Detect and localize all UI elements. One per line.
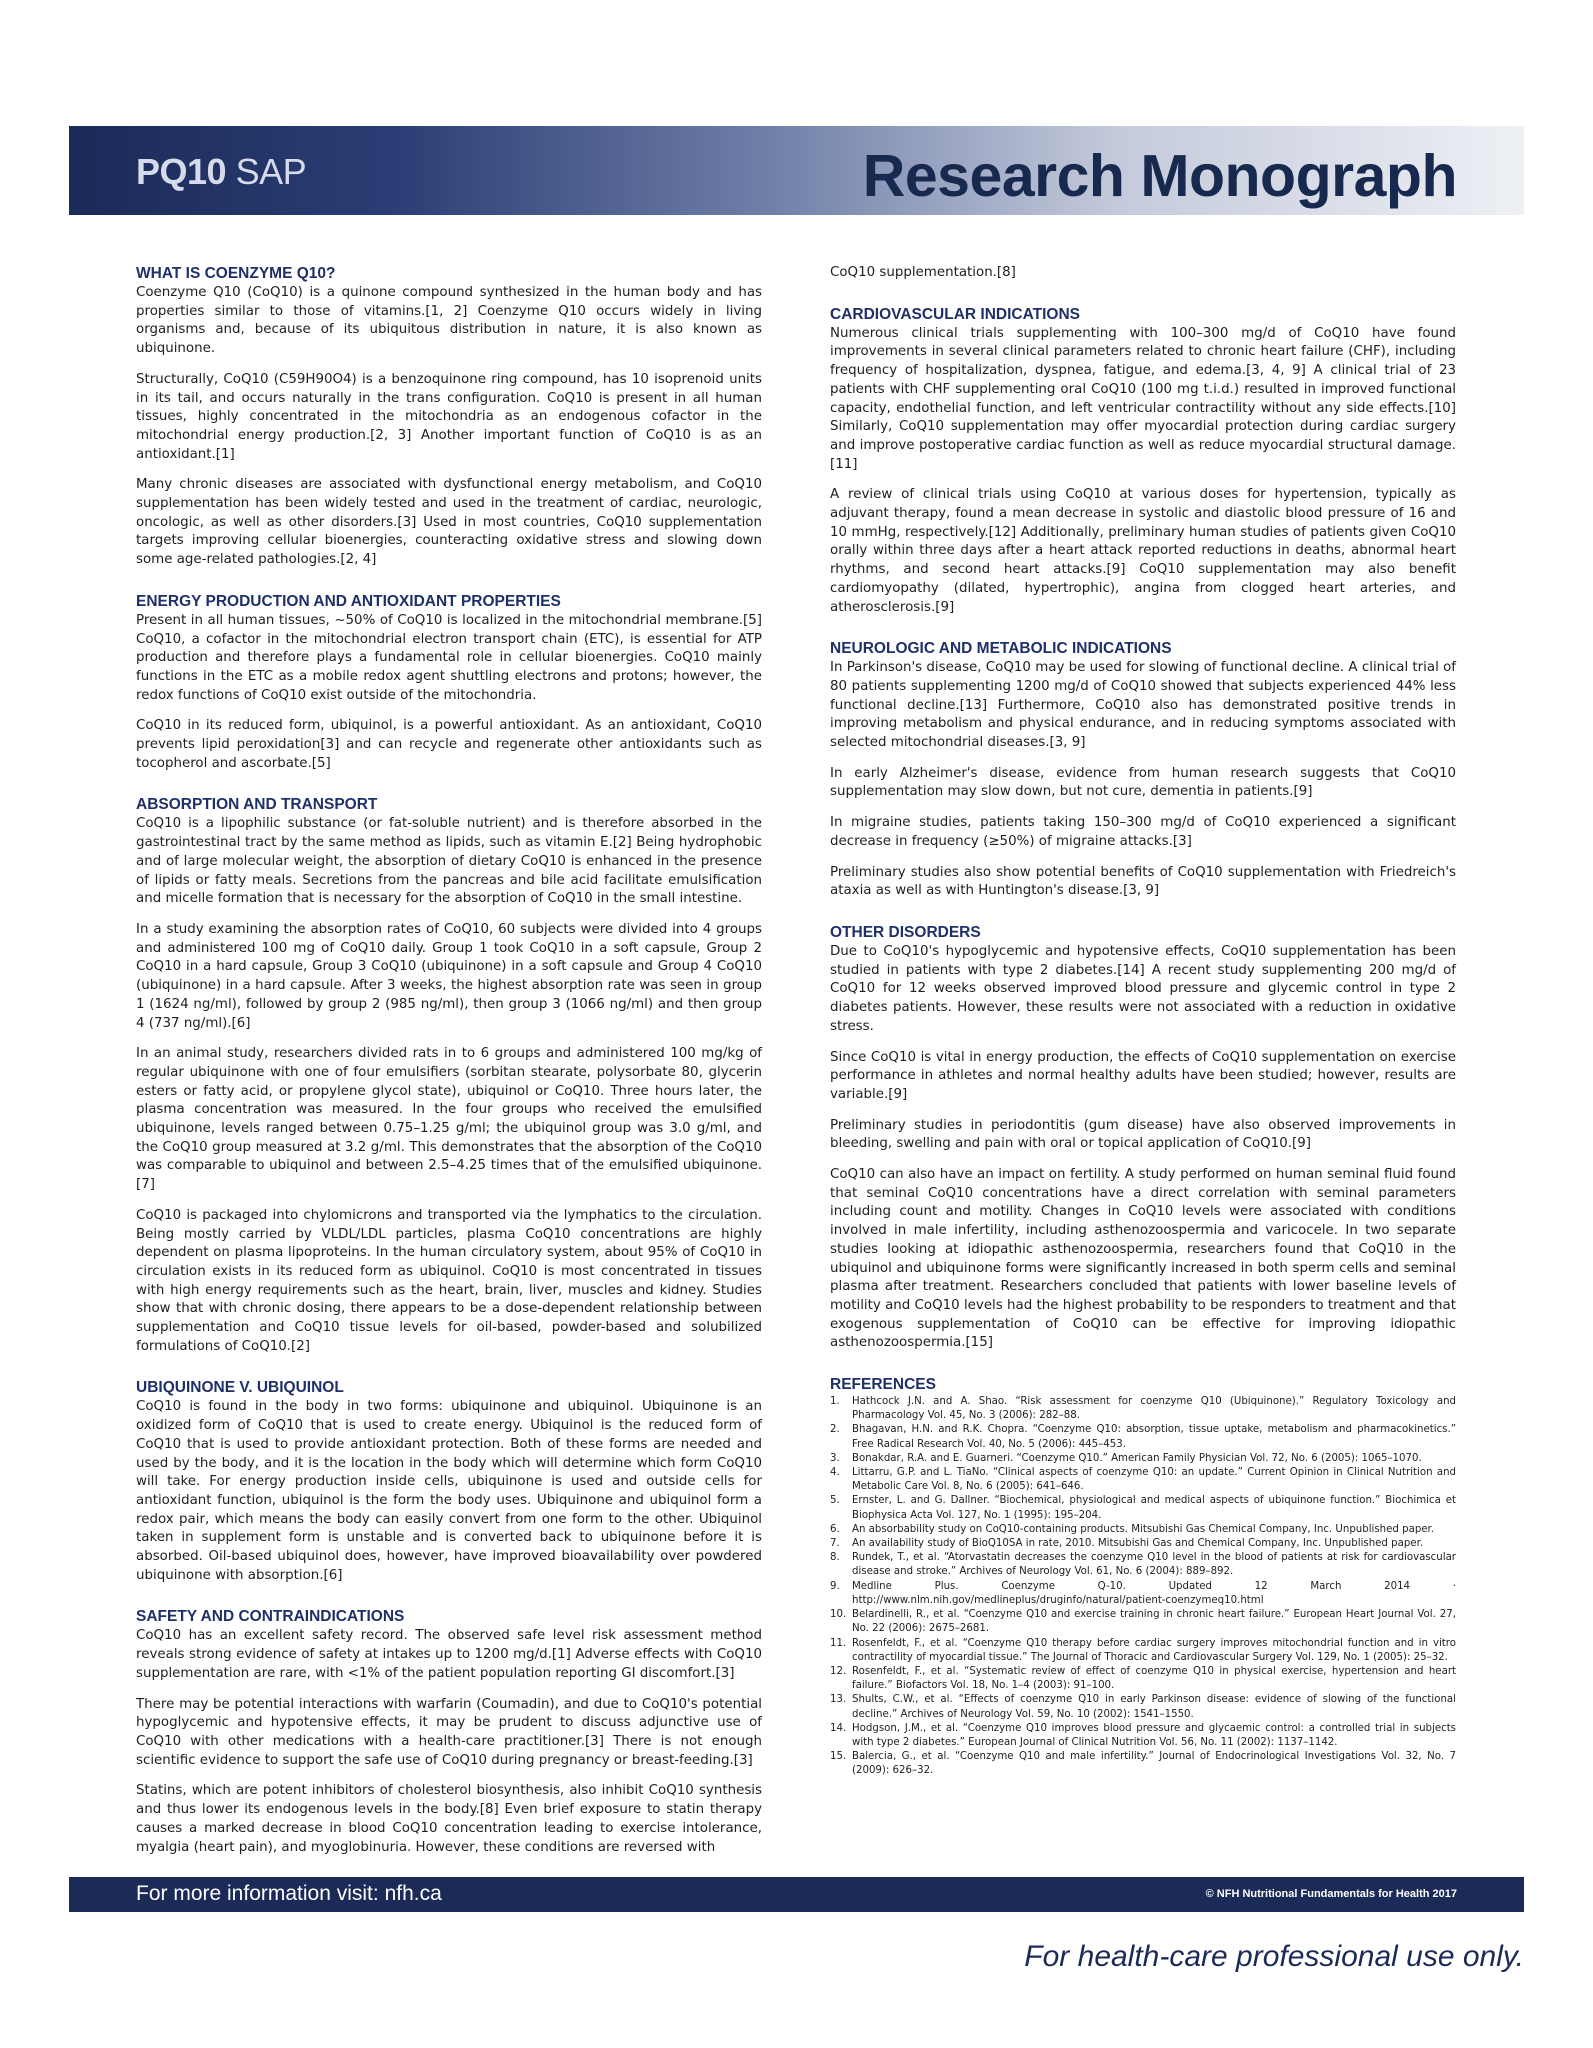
reference-number: 8. xyxy=(830,1552,840,1564)
section-energy-production xyxy=(136,592,762,774)
section-heading: NEUROLOGIC AND METABOLIC INDICATIONS xyxy=(830,640,1172,658)
reference-number: 6. xyxy=(830,1523,840,1535)
reference-item xyxy=(830,1523,1456,1537)
reference-item xyxy=(830,1423,1456,1451)
paragraph: Due to CoQ10's hypoglycemic and hypotensive effects, CoQ10 supplementation has been studied in patients with type 2 diabetes.[14] A recent study supplementing 200 mg/d of CoQ10 for 12 weeks observed improved blood pressure and glycemic control in type 2 diabetes patients. However, these results were not associated with a reduction in oxidative stress. xyxy=(830,943,1456,1034)
reference-number: 2. xyxy=(830,1424,840,1436)
reference-item xyxy=(830,1637,1456,1665)
section-cardiovascular xyxy=(830,305,1456,618)
paragraph: There may be potential interactions with warfarin (Coumadin), and due to CoQ10's potential hypoglycemic and hypotensive effects, it may be prudent to discuss adjunctive use of CoQ10 with other medications with a health-care practitioner.[3] There is not enough scientific evidence to support the safe use of CoQ10 during pregnancy or breast-feeding.[3] xyxy=(136,1696,762,1768)
paragraph: CoQ10 is packaged into chylomicrons and transported via the lymphatics to the circulation. Being mostly carried by VLDL/LDL particles, plasma CoQ10 concentrations are highly dependent on plasma lipoproteins. In the human circulatory system, about 95% of CoQ10 in circulation exists in its reduced form as ubiquinol. CoQ10 is most concentrated in tissues with high energy requirements such as the heart, brain, liver, muscles and kidney. Studies show that with chronic dosing, there appears to be a dose-dependent relationship between supplementation and CoQ10 tissue levels for oil-based, powder-based and solubilized formulations of CoQ10.[2] xyxy=(136,1207,762,1354)
paragraph: Preliminary studies also show potential benefits of CoQ10 supplementation with Friedreich's ataxia as well as with Huntington's disease.[3, 9] xyxy=(830,864,1456,899)
section-safety xyxy=(136,1607,762,1857)
paragraph: In a study examining the absorption rates of CoQ10, 60 subjects were divided into 4 groups and administered 100 mg of CoQ10 daily. Group 1 took CoQ10 in a soft capsule, Group 2 CoQ10 in a hard capsule, Group 3 CoQ10 (ubiquinone) in a soft capsule and Group 4 CoQ10 (ubiquinone) in a hard capsule. After 3 weeks, the highest absorption rate was seen in group 1 (1624 ng/ml), followed by group 2 (985 ng/ml), then group 3 (1066 ng/ml) and then group 4 (737 ng/ml).[6] xyxy=(136,921,762,1031)
paragraph: In Parkinson's disease, CoQ10 may be used for slowing of functional decline. A clinical trial of 80 patients supplementing 1200 mg/d of CoQ10 showed that subjects experienced 44% less functional decline.[13] Furthermore, CoQ10 also has demonstrated positive trends in improving metabolism and physical endurance, and in reducing symptoms associated with selected mitochondrial diseases.[3, 9] xyxy=(830,660,1456,751)
reference-item xyxy=(830,1693,1456,1721)
section-what-is-coq10 xyxy=(136,264,762,570)
professional-use-notice: For health-care professional use only. xyxy=(1024,1940,1524,1973)
section-heading: ENERGY PRODUCTION AND ANTIOXIDANT PROPERTIES xyxy=(136,592,561,610)
reference-item xyxy=(830,1466,1456,1494)
reference-item xyxy=(830,1722,1456,1750)
paragraph: Many chronic diseases are associated with dysfunctional energy metabolism, and CoQ10 supplementation has been widely tested and used in the treatment of cardiac, neurologic, oncologic, as well as other disorders.[3] Used in most countries, CoQ10 supplementation targets improving cellular bioenergies, counteracting oxidative stress and slowing down some age-related pathologies.[2, 4] xyxy=(136,477,762,568)
paragraph: Present in all human tissues, ~50% of CoQ10 is localized in the mitochondrial membrane.[5] CoQ10, a cofactor in the mitochondrial electron transport chain (ETC), is essential for ATP production and therefore plays a fundamental role in cellular bioenergies. CoQ10 mainly functions in the ETC as a mobile redox agent shuttling electrons and protons; however, the redox functions of CoQ10 exist outside of the mitochondria. xyxy=(136,612,762,703)
reference-text: Rosenfeldt, F., et al. “Systematic review of effect of coenzyme Q10 in physical exercise, hypertension and heart failure.” Biofactors Vol. 18, No. 1–4 (2003): 91–100. xyxy=(852,1665,1456,1692)
reference-number: 3. xyxy=(830,1452,840,1464)
reference-number: 9. xyxy=(830,1580,840,1592)
reference-text: Rundek, T., et al. “Atorvastatin decreases the coenzyme Q10 level in the blood of patients at risk for cardiovascular disease and stroke.” Archives of Neurology Vol. 61, No. 6 (2004): 889–892. xyxy=(852,1552,1456,1578)
reference-text: Balercia, G., et al. “Coenzyme Q10 and male infertility.” Journal of Endocrinological Investigations Vol. 32, No. 7 (2009): 626–32. xyxy=(852,1751,1456,1777)
section-ubiquinone-ubiquinol xyxy=(136,1378,762,1585)
reference-number: 11. xyxy=(830,1637,847,1649)
reference-item xyxy=(830,1580,1456,1608)
reference-number: 10. xyxy=(830,1609,847,1621)
paragraph: Structurally, CoQ10 (C59H90O4) is a benzoquinone ring compound, has 10 isoprenoid units in its tail, and occurs naturally in the trans configuration. CoQ10 is present in all human tissues, highly concentrated in the mitochondria as an endogenous cofactor in the mitochondrial energy production.[2, 3] Another important function of CoQ10 is as an antioxidant.[1] xyxy=(136,371,762,462)
paragraph: CoQ10 has an excellent safety record. The observed safe level risk assessment method reveals strong evidence of safety at intakes up to 1200 mg/d.[1] Adverse effects with CoQ10 supplementation are rare, with <1% of the patient population reporting GI discomfort.[3] xyxy=(136,1628,762,1681)
reference-list xyxy=(830,1395,1456,1778)
reference-text: Rosenfeldt, F., et al. “Coenzyme Q10 therapy before cardiac surgery improves mitochondrial function and in vitro contractility of myocardial tissue.” The Journal of Thoracic and Cardiovascular Surgery Vol. 129, No. 1 (2005): 25–32. xyxy=(852,1637,1456,1663)
right-column xyxy=(830,264,1456,1801)
footer-copyright: © NFH Nutritional Fundamentals for Health 2017 xyxy=(1205,1888,1457,1900)
reference-text: Belardinelli, R., et al. “Coenzyme Q10 and exercise training in chronic heart failure.” European Heart Journal Vol. 27, No. 22 (2006): 2675–2681. xyxy=(852,1609,1456,1635)
reference-item xyxy=(830,1665,1456,1693)
reference-number: 12. xyxy=(830,1665,847,1677)
paragraph: In an animal study, researchers divided rats in to 6 groups and administered 100 mg/kg of regular ubiquinone with one of four emulsifiers (sorbitan stearate, polysorbate 80, glycerin esters or fatty acid, or propylene glycol state), ubiquinol or CoQ10. Three hours later, the plasma concentration was measured. In the four groups who received the emulsified ubiquinone, levels ranged between 0.75–1.25 g/ml; the ubiquinol group was 3.0 g/ml, and the CoQ10 group measured at 3.2 g/ml. This demonstrates that the absorption of the CoQ10 was comparable to ubiquinol and between 2.5–4.25 times that of the emulsified ubiquinone.[7] xyxy=(136,1046,762,1193)
section-heading: WHAT IS COENZYME Q10? xyxy=(136,265,336,282)
paragraph: Preliminary studies in periodontitis (gum disease) have also observed improvements in bleeding, swelling and pain with oral or topical application of CoQ10.[9] xyxy=(830,1117,1456,1152)
reference-text: Medline Plus. Coenzyme Q-10. Updated 12 March 2014 · http://www.nlm.nih.gov/medlineplus/druginfo/natural/patient-coenzymeq10.html xyxy=(852,1580,1456,1606)
paragraph: CoQ10 is found in the body in two forms: ubiquinone and ubiquinol. Ubiquinone is an oxidized form of CoQ10 that is used to create energy. Ubiquinol is the reduced form of CoQ10 that is used to provide antioxidant protection. Both of these forms are needed and used by the body, and it is the location in the body which will determine which form CoQ10 will take. For energy production inside cells, ubiquinone is used and outside cells for antioxidant function, ubiquinol is the form the body uses. Ubiquinone and ubiquinol form a redox pair, which means the body can easily convert from one form to the other. Ubiquinol taken in supplement form is unstable and is converted back to ubiquinone before it is absorbed. Oil-based ubiquinol does, however, have improved bioavailability over powdered ubiquinone with absorption.[6] xyxy=(136,1399,762,1583)
section-heading: ABSORPTION AND TRANSPORT xyxy=(136,796,378,814)
reference-item xyxy=(830,1608,1456,1636)
section-continuation xyxy=(830,264,1456,283)
paragraph: CoQ10 is a lipophilic substance (or fat-soluble nutrient) and is therefore absorbed in the gastrointestinal tract by the same method as lipids, such as vitamin E.[2] Being hydrophobic and of large molecular weight, the absorption of dietary CoQ10 is enhanced in the presence of lipids or fatty meals. Secretions from the pancreas and bile acid facilitate emulsification and micelle formation that is necessary for the absorption of CoQ10 in the small intestine. xyxy=(136,816,762,907)
product-name xyxy=(136,151,306,193)
product-name-bold: PQ10 xyxy=(136,151,227,192)
reference-item xyxy=(830,1551,1456,1579)
section-references xyxy=(830,1375,1456,1778)
reference-number: 7. xyxy=(830,1538,840,1550)
reference-text: Bhagavan, H.N. and R.K. Chopra. “Coenzyme Q10: absorption, tissue uptake, metabolism and pharmacokinetics.” Free Radical Research Vol. 40, No. 5 (2006): 445–453. xyxy=(852,1424,1456,1450)
reference-text: Littarru, G.P. and L. TiaNo. “Clinical aspects of coenzyme Q10: an update.” Current Opinion in Clinical Nutrition and Metabolic Care Vol. 8, No. 6 (2005): 641–646. xyxy=(852,1467,1456,1493)
paragraph: A review of clinical trials using CoQ10 at various doses for hypertension, typically as adjuvant therapy, found a mean decrease in systolic and diastolic blood pressure of 16 and 10 mmHg, respectively.[12] Additionally, preliminary human studies of patients given CoQ10 orally within three days after a heart attack reported reductions in deaths, abnormal heart rhythms, and second heart attacks.[9] CoQ10 supplementation may also benefit cardiomyopathy (dilated, hypertrophic), angina from clogged heart arteries, and atherosclerosis.[9] xyxy=(830,487,1456,615)
reference-text: Ernster, L. and G. Dallner. “Biochemical, physiological and medical aspects of ubiquinone function.” Biochimica et Biophysica Acta Vol. 127, No. 1 (1995): 195–204. xyxy=(852,1495,1456,1521)
section-heading: CARDIOVASCULAR INDICATIONS xyxy=(830,305,1081,323)
section-heading: OTHER DISORDERS xyxy=(830,923,981,941)
section-absorption xyxy=(136,795,762,1356)
footer-bar xyxy=(69,1877,1524,1912)
product-name-suffix: SAP xyxy=(226,151,307,192)
paragraph: CoQ10 can also have an impact on fertility. A study performed on human seminal fluid found that seminal CoQ10 concentrations have a direct correlation with seminal parameters including count and motility. Changes in CoQ10 levels were associated with conditions involved in male infertility, including asthenozoospermia and varicocele. In two separate studies looking at idiopathic asthenozoospermia, researchers found that CoQ10 in the ubiquinol and ubiquinone forms were significantly increased in both sperm cells and seminal plasma after treatment. Researchers concluded that patients with lower baseline levels of motility and CoQ10 levels had the highest probability to be responders to treatment and that exogenous supplementation of CoQ10 can be effective for improving idiopathic asthenozoospermia.[15] xyxy=(830,1167,1456,1351)
reference-text: An absorbability study on CoQ10-containing products. Mitsubishi Gas Chemical Company, Inc. Unpublished paper. xyxy=(852,1523,1435,1535)
reference-text: Hodgson, J.M., et al. “Coenzyme Q10 improves blood pressure and glycaemic control: a controlled trial in subjects with type 2 diabetes.” European Journal of Clinical Nutrition Vol. 56, No. 11 (2002): 1137–1142. xyxy=(852,1722,1456,1748)
paragraph: Statins, which are potent inhibitors of cholesterol biosynthesis, also inhibit CoQ10 synthesis and thus lower its endogenous levels in the body.[8] Even brief exposure to statin therapy causes a marked decrease in blood CoQ10 concentration leading to exercise intolerance, myalgia (heart pain), and myoglobinuria. However, these conditions are reversed with xyxy=(136,1783,762,1855)
section-other-disorders xyxy=(830,923,1456,1353)
paragraph: Coenzyme Q10 (CoQ10) is a quinone compound synthesized in the human body and has properties similar to those of vitamins.[1, 2] Coenzyme Q10 occurs widely in living organisms and, because of its ubiquitous distribution in nature, it is also known as ubiquinone. xyxy=(136,285,762,357)
paragraph: Numerous clinical trials supplementing with 100–300 mg/d of CoQ10 have found improvements in several clinical parameters related to chronic heart failure (CHF), including frequency of hospitalization, dyspnea, fatigue, and edema.[3, 4, 9] A clinical trial of 23 patients with CHF supplementing oral CoQ10 (100 mg t.i.d.) resulted in improved functional capacity, endothelial function, and left ventricular contractility without any side effects.[10] Similarly, CoQ10 supplementation may offer myocardial protection during cardiac surgery and improve postoperative cardiac function as well as reduce myocardial structural damage.[11] xyxy=(830,325,1456,472)
reference-text: Bonakdar, R.A. and E. Guarneri. “Coenzyme Q10.” American Family Physician Vol. 72, No. 6 (2005): 1065–1070. xyxy=(852,1452,1422,1464)
reference-number: 14. xyxy=(830,1722,847,1734)
reference-item xyxy=(830,1494,1456,1522)
reference-text: Shults, C.W., et al. “Effects of coenzyme Q10 in early Parkinson disease: evidence of slowing of the functional decline.” Archives of Neurology Vol. 59, No. 10 (2002): 1541–1550. xyxy=(852,1694,1456,1720)
reference-number: 1. xyxy=(830,1396,840,1408)
header-banner xyxy=(69,126,1524,215)
left-column xyxy=(136,264,762,1879)
reference-item xyxy=(830,1537,1456,1551)
paragraph: In early Alzheimer's disease, evidence from human research suggests that CoQ10 supplementation may slow down, but not cure, dementia in patients.[9] xyxy=(830,765,1456,800)
section-neurologic xyxy=(830,639,1456,901)
reference-number: 15. xyxy=(830,1751,847,1763)
reference-number: 13. xyxy=(830,1694,847,1706)
reference-item xyxy=(830,1750,1456,1778)
reference-text: Hathcock J.N. and A. Shao. “Risk assessment for coenzyme Q10 (Ubiquinone).” Regulatory Toxicology and Pharmacology Vol. 45, No. 3 (2006): 282–88. xyxy=(852,1396,1456,1422)
reference-item xyxy=(830,1452,1456,1466)
reference-number: 4. xyxy=(830,1467,840,1479)
section-heading: REFERENCES xyxy=(830,1376,936,1394)
paragraph: In migraine studies, patients taking 150–300 mg/d of CoQ10 experienced a significant decrease in frequency (≥50%) of migraine attacks.[3] xyxy=(830,815,1456,849)
reference-item xyxy=(830,1395,1456,1423)
paragraph: CoQ10 supplementation.[8] xyxy=(830,265,1016,280)
footer-info-link[interactable]: For more information visit: nfh.ca xyxy=(136,1882,442,1905)
paragraph: CoQ10 in its reduced form, ubiquinol, is a powerful antioxidant. As an antioxidant, CoQ10 prevents lipid peroxidation[3] and can recycle and regenerate other antioxidants such as tocopherol and ascorbate.[5] xyxy=(136,718,762,771)
section-heading: SAFETY AND CONTRAINDICATIONS xyxy=(136,1608,405,1626)
reference-number: 5. xyxy=(830,1495,840,1507)
section-heading: UBIQUINONE V. UBIQUINOL xyxy=(136,1379,344,1397)
reference-text: An availability study of BioQ10SA in rate, 2010. Mitsubishi Gas and Chemical Company, Inc. Unpublished paper. xyxy=(852,1538,1424,1550)
paragraph: Since CoQ10 is vital in energy production, the effects of CoQ10 supplementation on exercise performance in athletes and normal healthy adults have been studied; however, results are variable.[9] xyxy=(830,1049,1456,1102)
page-title: Research Monograph xyxy=(862,143,1457,209)
